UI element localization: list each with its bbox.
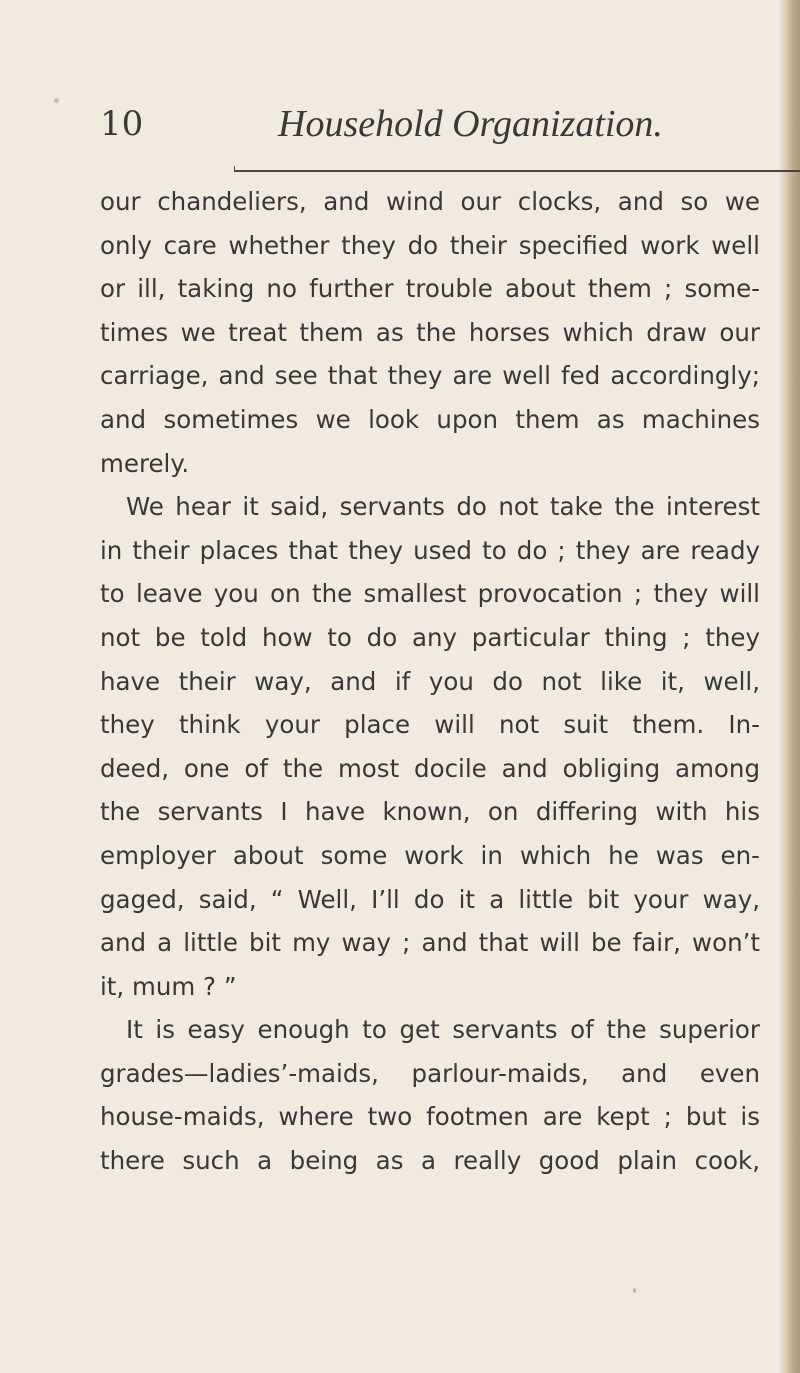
paper-speck xyxy=(633,1288,636,1293)
ink-smudge xyxy=(54,98,59,103)
text-line: It is easy enough to get servants of the superior xyxy=(126,1015,760,1045)
text-line: and sometimes we look upon them as machines xyxy=(100,404,760,434)
text-line: or ill, taking no further trouble about them ; some- xyxy=(100,274,760,304)
text-line: in their places that they used to do ; they are ready xyxy=(100,535,760,565)
text-line: they think your place will not suit them. In- xyxy=(100,710,760,740)
header-rule xyxy=(234,170,800,172)
text-line: it, mum ? ” xyxy=(100,971,237,1001)
text-line: grades—ladies’-maids, parlour-maids, and even xyxy=(100,1058,760,1088)
text-line: employer about some work in which he was en- xyxy=(100,840,760,870)
text-line: the servants I have known, on differing with his xyxy=(100,797,760,827)
text-line: times we treat them as the horses which draw our xyxy=(100,317,760,347)
text-line: carriage, and see that they are well fed accordingly; xyxy=(100,361,760,391)
page-edge-shadow xyxy=(778,0,800,1373)
text-line: not be told how to do any particular thing ; they xyxy=(100,622,760,652)
text-line: house-maids, where two footmen are kept ; but is xyxy=(100,1102,760,1132)
text-line: We hear it said, servants do not take the interest xyxy=(126,492,760,522)
text-line: have their way, and if you do not like it, well, xyxy=(100,666,760,696)
text-line: gaged, said, “ Well, I’ll do it a little bit your way, xyxy=(100,884,760,914)
body-text xyxy=(100,180,760,1183)
text-line: merely. xyxy=(100,448,190,478)
page-number: 10 xyxy=(100,104,144,144)
text-line: deed, one of the most docile and obliging among xyxy=(100,753,760,783)
text-line: there such a being as a really good plain cook, xyxy=(100,1146,760,1176)
running-head: Household Organization. xyxy=(278,103,663,145)
text-line: and a little bit my way ; and that will be fair, won’t xyxy=(100,928,760,958)
text-line: our chandeliers, and wind our clocks, and so we xyxy=(100,187,760,216)
text-line: only care whether they do their specified work well xyxy=(100,230,760,260)
text-line: to leave you on the smallest provocation ; they will xyxy=(100,579,760,609)
page-header xyxy=(100,96,663,152)
